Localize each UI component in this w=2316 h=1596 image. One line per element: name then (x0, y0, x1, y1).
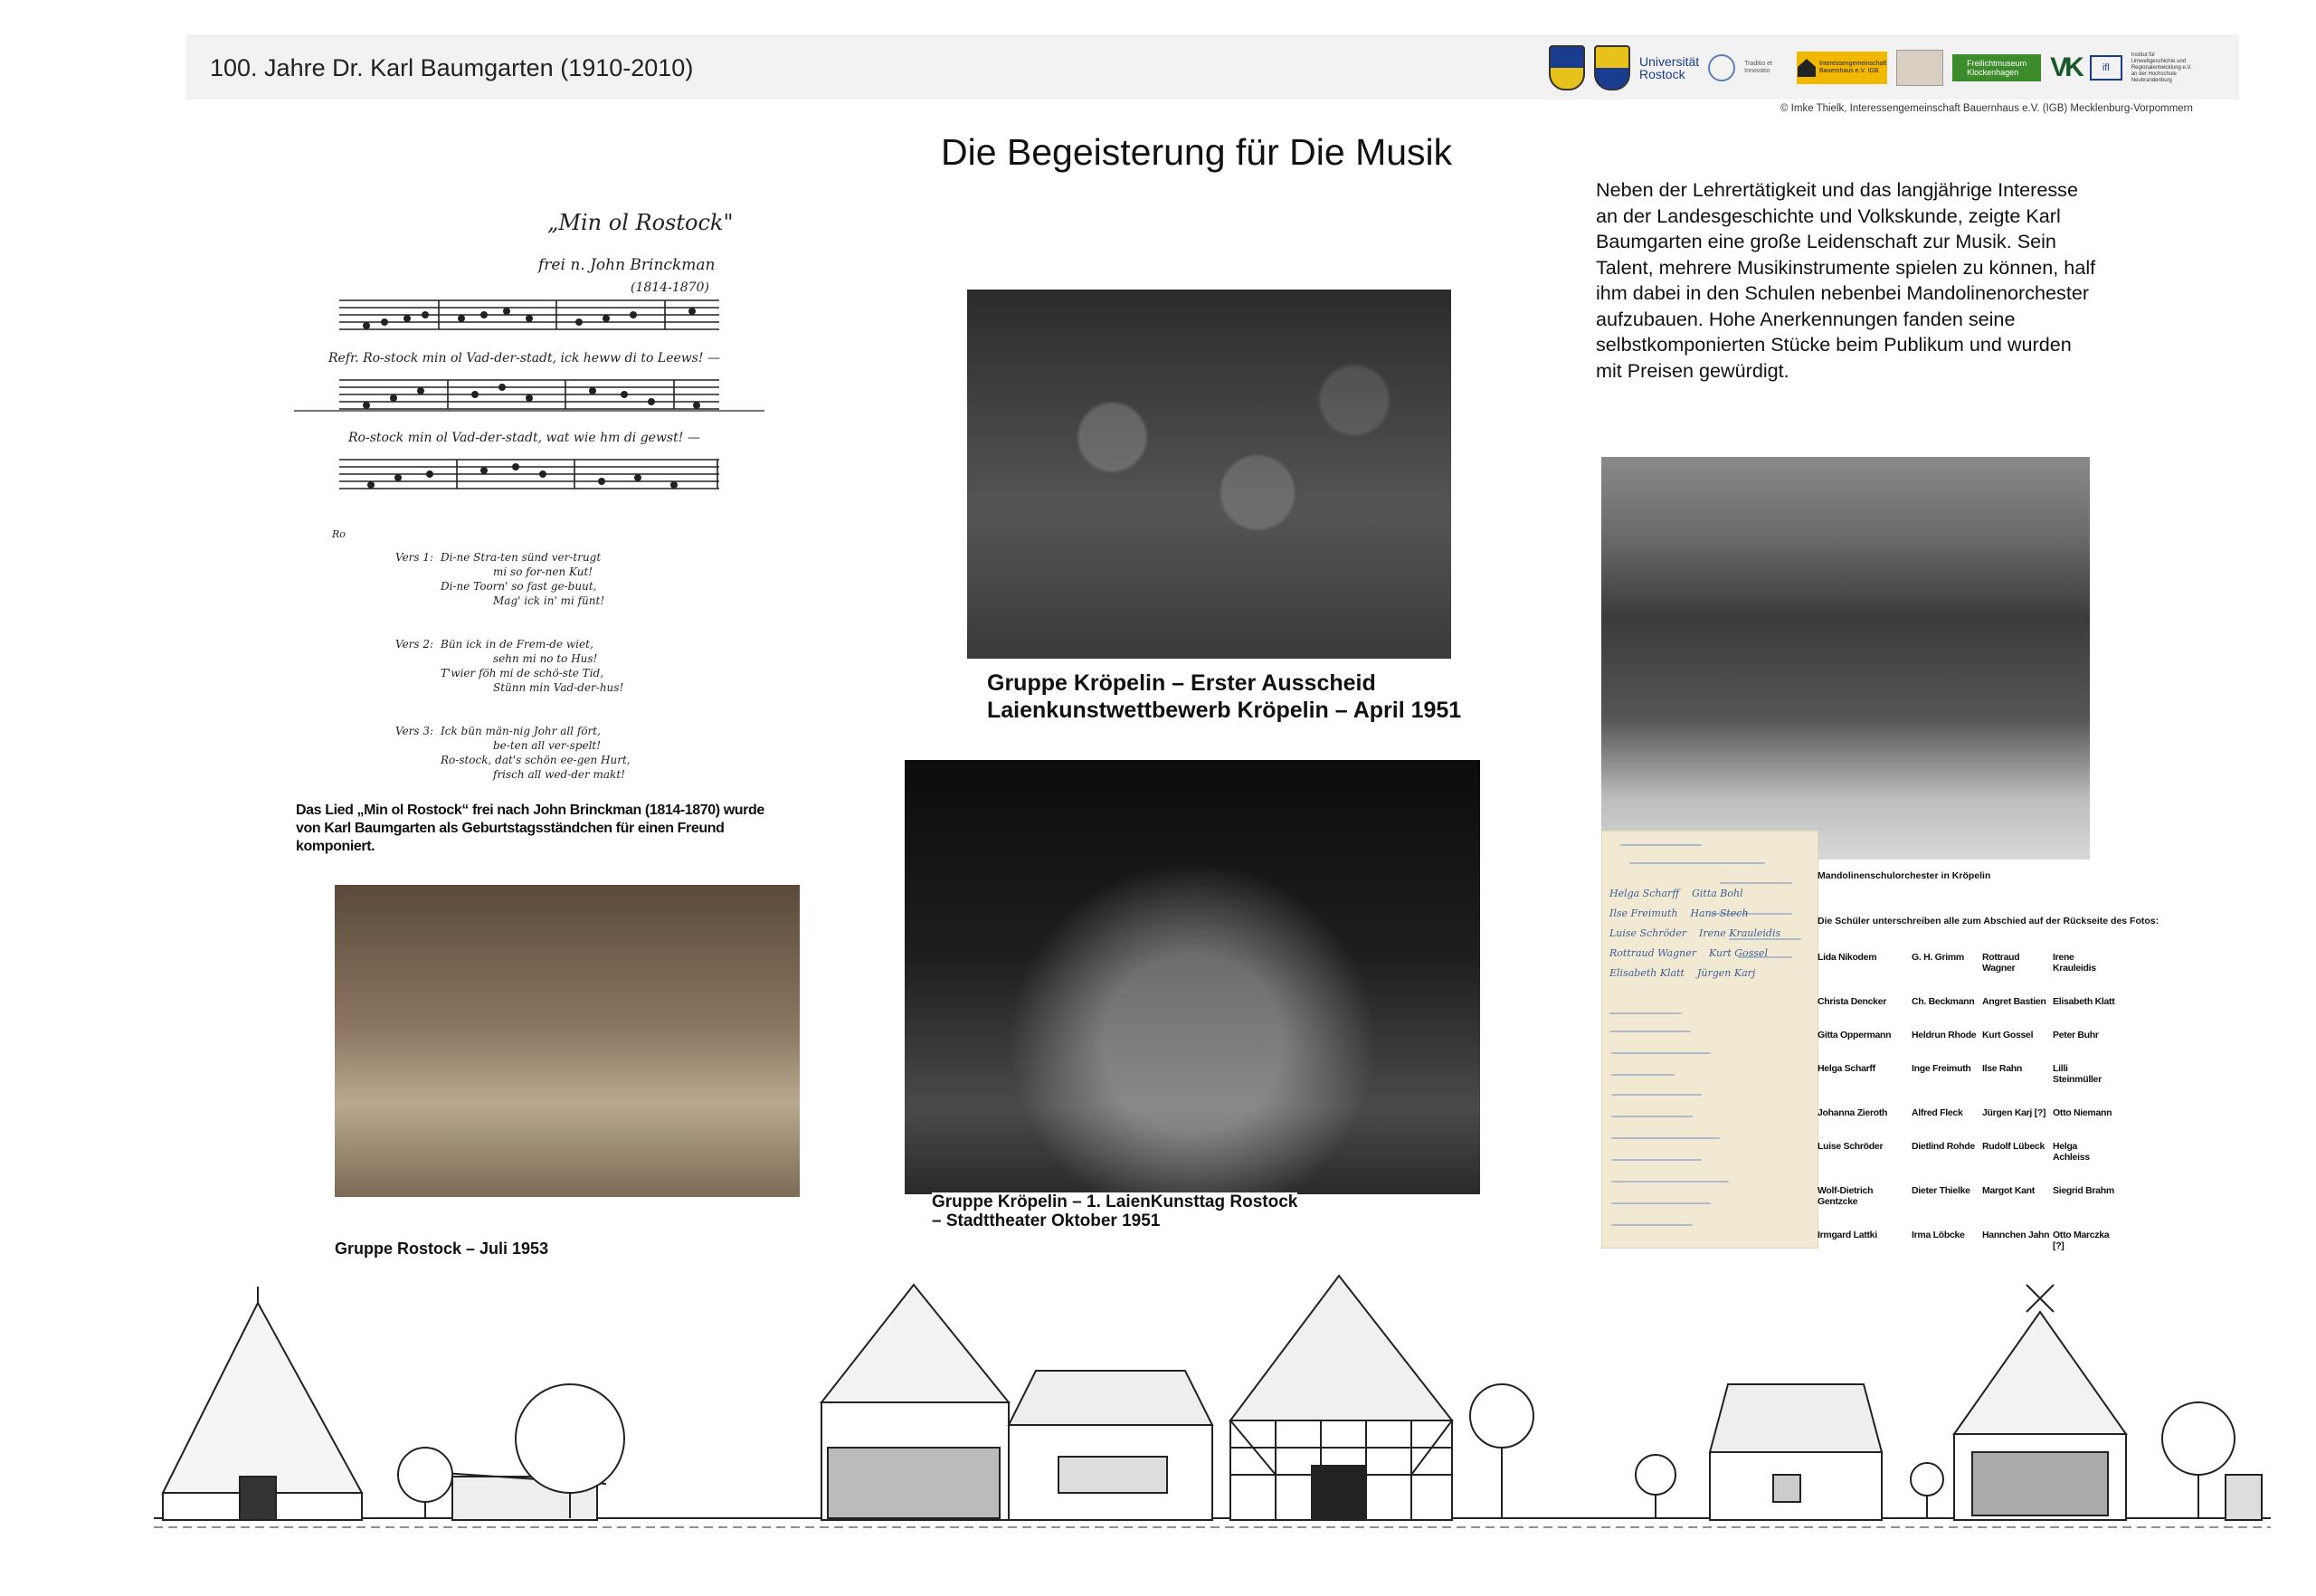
student-name: Johanna Zieroth (1818, 1107, 1888, 1118)
student-name: Lida Nikodem (1818, 952, 1877, 963)
student-name: Peter Buhr (2053, 1030, 2099, 1040)
vk-logo: VK (2050, 52, 2081, 82)
copyright-note: © Imke Thielk, Interessengemeinschaft Bauernhaus e.V. (IGB) Mecklenburg-Vorpommern (1780, 103, 2193, 114)
svg-text:T'wier föh mi de schö-ste Tid,: T'wier föh mi de schö-ste Tid, (441, 667, 604, 679)
sheet-music (294, 199, 764, 796)
song-subtitle: frei n. John Brinckman (538, 256, 716, 274)
photo-caption: Gruppe Kröpelin – 1. LaienKunsttag Rostock – Stadttheater Oktober 1951 (932, 1192, 1298, 1230)
intro-paragraph: Neben der Lehrertätigkeit und das langjährige Interesse an der Landesgeschichte und Volkskunde, zeigte Karl Baumgarten eine große Leidenschaft zur Musik. Sein Talent, mehrere Musikinstrumente spielen zu können, half ihm dabei in den Schulen nebenbei Mandolinenorchester aufzubauen. Hohe Anerkennungen fanden seine selbstkomponierten Stücke beim Publikum und wurden mit Preisen gewürdigt. (1596, 178, 2096, 382)
student-name: Angret Bastien (1982, 996, 2046, 1007)
svg-text:Refr. Ro-stock min ol Vad-der-: Refr. Ro-stock min ol Vad-der-stadt, ick heww di to Leews! — (328, 351, 721, 366)
coat-of-arms-icon (1549, 45, 1585, 90)
photo-caption: Gruppe Kröpelin – Erster Ausscheid Laienkunstwettbewerb Kröpelin – April 1951 (987, 670, 1462, 723)
student-name: Irene Krauleidis (2053, 952, 2096, 974)
student-name: Inge Freimuth (1912, 1063, 1971, 1074)
svg-text:frisch all wed-der makt!: frisch all wed-der makt! (493, 768, 625, 781)
student-name: Jürgen Karj [?] (1982, 1107, 2046, 1118)
university-seal-icon (1708, 54, 1735, 81)
freilichtmuseum-logo: Freilichtmuseum Klockenhagen (1952, 54, 2041, 81)
student-name: Irmgard Lattki (1818, 1230, 1877, 1240)
house-icon (1798, 59, 1816, 77)
photo-caption: Gruppe Rostock – Juli 1953 (335, 1240, 549, 1258)
svg-text:mi so for-nen Kut!: mi so for-nen Kut! (493, 565, 593, 578)
student-name: Hannchen Jahn (1982, 1230, 2050, 1240)
song-years: (1814-1870) (631, 280, 709, 295)
svg-text:Stünn min Vad-der-hus!: Stünn min Vad-der-hus! (493, 681, 624, 694)
svg-text:Vers 2:: Vers 2: (395, 638, 434, 651)
photo-mandolin-orchestra-group (1601, 457, 2090, 860)
museum-photo-logo (1896, 50, 1943, 86)
student-name: Gitta Oppermann (1818, 1030, 1892, 1040)
student-name: Luise Schröder (1818, 1141, 1884, 1152)
signature-list: Helga Scharff Gitta Bohl Ilse Freimuth Hans Stech Luise Schröder Irene Krauleidis Rottraud Wagner Kurt Gossel Elisabeth Klatt Jürgen Karj (1609, 888, 1781, 979)
orchestra-title: Mandolinenschulorchester in Kröpelin (1818, 870, 1991, 881)
svg-text:sehn mi no to Hus!: sehn mi no to Hus! (493, 652, 598, 665)
svg-text:Vers 1:: Vers 1: (395, 551, 434, 564)
svg-text:Di-ne Stra-ten sünd ver-trugt: Di-ne Stra-ten sünd ver-trugt (441, 551, 602, 564)
student-name: Elisabeth Klatt (2053, 996, 2115, 1007)
institute-text: Institut für Umweltgeschichte und Regionalentwicklung e.V. an der Hochschule Neubrandenburg (2131, 52, 2192, 83)
photo-stadttheater-1951 (905, 760, 1480, 1194)
svg-text:Ick bün män-nig Johr all fört,: Ick bün män-nig Johr all fört, (441, 725, 601, 737)
student-name: Kurt Gossel (1982, 1030, 2034, 1040)
student-name: Christa Dencker (1818, 996, 1887, 1007)
photo-rostock-1953 (335, 885, 800, 1197)
svg-text:Ro: Ro (332, 528, 346, 540)
student-name: Helga Scharff (1818, 1063, 1875, 1074)
student-name: Irma Löbcke (1912, 1230, 1965, 1240)
student-name: Siegrid Brahm (2053, 1185, 2114, 1196)
signature-page (1601, 831, 1818, 1249)
university-logo: Universität Rostock (1639, 54, 1700, 81)
page-title: Die Begeisterung für Die Musik (941, 131, 1453, 173)
student-name: Otto Marczka [?] (2053, 1230, 2110, 1251)
orchestra-note: Die Schüler unterschreiben alle zum Abschied auf der Rückseite des Fotos: (1818, 916, 2159, 926)
sheet-music-caption: Das Lied „Min ol Rostock“ frei nach John Brinckman (1814-1870) wurde von Karl Baumgarten als Geburtstagsständchen für einen Freund komponiert. (296, 803, 764, 854)
names-table (1818, 952, 2116, 1251)
student-name: Margot Kant (1982, 1185, 2035, 1196)
svg-text:Mag' ick in' mi fünt!: Mag' ick in' mi fünt! (493, 594, 605, 607)
photo-kroepelin-1951 (967, 290, 1451, 659)
student-name: Wolf-Dietrich Gentzcke (1818, 1185, 1874, 1207)
partner-logos (1549, 42, 2195, 94)
student-name: G. H. Grimm (1912, 952, 1964, 963)
student-name: Helga Achleiss (2053, 1141, 2090, 1163)
student-name: Rottraud Wagner (1982, 952, 2020, 974)
svg-text:Vers 3:: Vers 3: (395, 725, 434, 737)
coat-of-arms-icon (1594, 45, 1630, 90)
svg-text:be-ten all ver-spelt!: be-ten all ver-spelt! (493, 739, 602, 752)
svg-text:Bün ick in de Frem-de wiet,: Bün ick in de Frem-de wiet, (441, 638, 593, 651)
svg-text:Ro-stock, dat's schön ee-gen H: Ro-stock, dat's schön ee-gen Hurt, (441, 754, 631, 766)
svg-text:Di-ne Toorn' so fast ge-buut,: Di-ne Toorn' so fast ge-buut, (441, 580, 597, 593)
student-name: Ch. Beckmann (1912, 996, 1975, 1007)
student-name: Lilli Steinmüller (2053, 1063, 2102, 1085)
student-name: Dieter Thielke (1912, 1185, 1970, 1196)
student-name: Heldrun Rhode (1912, 1030, 1977, 1040)
student-name: Dietlind Rohde (1912, 1141, 1975, 1152)
svg-text:Ro-stock min ol Vad-der-stadt,: Ro-stock min ol Vad-der-stadt, wat wie hm di gewst! — (348, 431, 700, 445)
student-name: Otto Niemann (2053, 1107, 2112, 1118)
farmhouse-illustration (154, 1267, 2271, 1547)
song-title: „Min ol Rostock" (547, 210, 734, 235)
university-motto: Traditio et Innovatio (1744, 61, 1773, 74)
student-name: Ilse Rahn (1982, 1063, 2022, 1074)
student-name: Rudolf Lübeck (1982, 1141, 2045, 1152)
ifl-logo: ifl (2090, 55, 2122, 81)
header-title: 100. Jahre Dr. Karl Baumgarten (1910-2010) (210, 54, 694, 81)
student-name: Alfred Fleck (1912, 1107, 1963, 1118)
igb-logo: Interessengemeinschaft Bauernhaus e.V. IGB (1797, 52, 1887, 84)
